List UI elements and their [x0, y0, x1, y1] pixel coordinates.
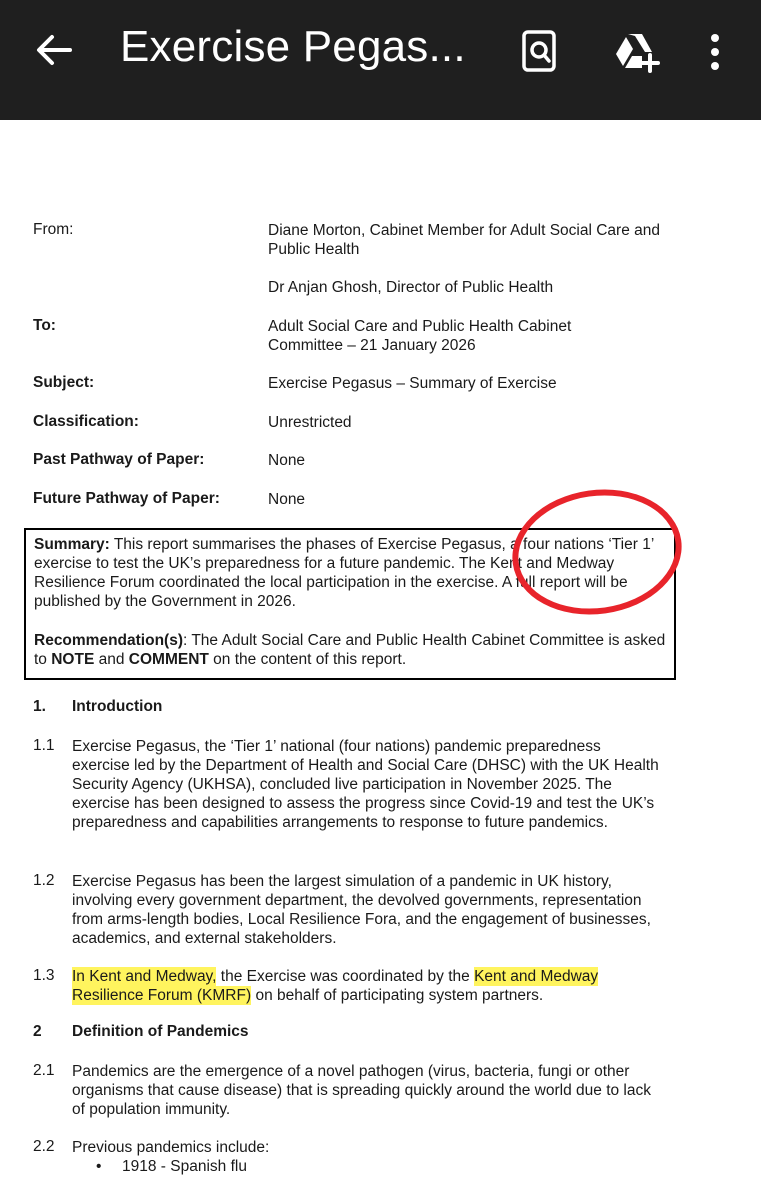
- bullet-spanish-flu: 1918 - Spanish flu: [122, 1158, 247, 1175]
- highlight-kmrf: Kent and Medway Resilience Forum (KMRF): [72, 968, 599, 1004]
- para-1-2-number: 1.2: [33, 872, 55, 889]
- para-2-1: Pandemics are the emergence of a novel pathogen (virus, bacteria, fungi or other organisms that cause disease) that is spreading quickly around the world due to lack of population immunity.: [72, 1063, 651, 1118]
- find-in-document-button[interactable]: [518, 28, 562, 76]
- classification-value: Unrestricted: [268, 414, 352, 431]
- summary-text: This report summarises the phases of Exercise Pegasus, a four nations ‘Tier 1’ exercise to test the UK’s preparedness for a future pandemic. The Kent and Medway Resilience Forum coordinated the local participation in the exercise. A full report will be published by the Government in 2026.: [34, 536, 654, 610]
- from-value-2: Dr Anjan Ghosh, Director of Public Health: [268, 279, 554, 296]
- para-2-1-number: 2.1: [33, 1062, 55, 1079]
- section-1-heading: Introduction: [72, 698, 163, 715]
- past-pathway-value: None: [268, 452, 306, 469]
- subject-label: Subject:: [33, 374, 95, 391]
- document-title: Exercise Pegas...: [120, 22, 466, 71]
- classification-label: Classification:: [33, 413, 139, 430]
- app-toolbar: [0, 0, 761, 120]
- para-1-3: [72, 967, 652, 1005]
- para-1-3-end: on behalf of participating system partners.: [251, 987, 544, 1004]
- future-pathway-label: Future Pathway of Paper:: [33, 490, 220, 507]
- section-2-heading: Definition of Pandemics: [72, 1023, 249, 1040]
- subject-value: Exercise Pegasus – Summary of Exercise: [268, 375, 557, 392]
- para-1-3-number: 1.3: [33, 967, 55, 984]
- section-1-number: 1.: [33, 698, 46, 715]
- note-emphasis: NOTE: [51, 651, 95, 668]
- comment-emphasis: COMMENT: [128, 651, 209, 668]
- document-search-icon: [518, 28, 562, 76]
- more-vert-icon: [700, 28, 730, 76]
- future-pathway-value: None: [268, 491, 306, 508]
- from-value-1: Diane Morton, Cabinet Member for Adult Social Care and Public Health: [268, 222, 661, 258]
- para-2-2-number: 2.2: [33, 1138, 55, 1155]
- para-1-1-number: 1.1: [33, 737, 55, 754]
- drive-add-icon: [612, 28, 660, 76]
- add-to-drive-button[interactable]: [612, 28, 656, 76]
- recommendation-and: and: [94, 651, 129, 668]
- to-label: To:: [33, 317, 56, 334]
- from-label: From:: [33, 221, 74, 238]
- summary-label: Summary:: [34, 536, 110, 553]
- section-2-number: 2: [33, 1023, 42, 1040]
- para-1-1: Exercise Pegasus, the ‘Tier 1’ national (four nations) pandemic preparedness exercise led by the Department of Health and Social Care (DHSC) with the UK Health Security Agency (UKHSA), concluded live participation in November 2025. The exercise has been designed to assess the progress since Covid-19 and test the UK’s preparedness and capabilities arrangements to response to future pandemics.: [72, 738, 659, 831]
- more-options-button[interactable]: [700, 28, 730, 76]
- para-1-2: Exercise Pegasus has been the largest simulation of a pandemic in UK history, involving every government department, the devolved governments, representation from arms-length bodies, Local Resilience Fora, and the engagement of businesses, academics, and external stakeholders.: [72, 873, 651, 947]
- highlight-kent-medway: In Kent and Medway,: [72, 968, 217, 985]
- past-pathway-label: Past Pathway of Paper:: [33, 451, 205, 468]
- para-2-2: Previous pandemics include:: [72, 1139, 270, 1156]
- recommendation-label: Recommendation(s): [34, 632, 183, 649]
- recommendation-text: : The Adult Social Care and Public Health Cabinet Committee is asked to: [34, 632, 666, 668]
- para-1-3-middle: the Exercise was coordinated by the: [216, 968, 475, 985]
- to-value: Adult Social Care and Public Health Cabinet Committee – 21 January 2026: [268, 318, 572, 354]
- arrow-left-icon: [30, 30, 80, 70]
- document-page: [0, 120, 761, 1199]
- list-item: •: [96, 1158, 102, 1175]
- back-button[interactable]: [30, 30, 80, 70]
- recommendation-text-end: on the content of this report.: [208, 651, 407, 668]
- recommendation-paragraph: [34, 631, 666, 669]
